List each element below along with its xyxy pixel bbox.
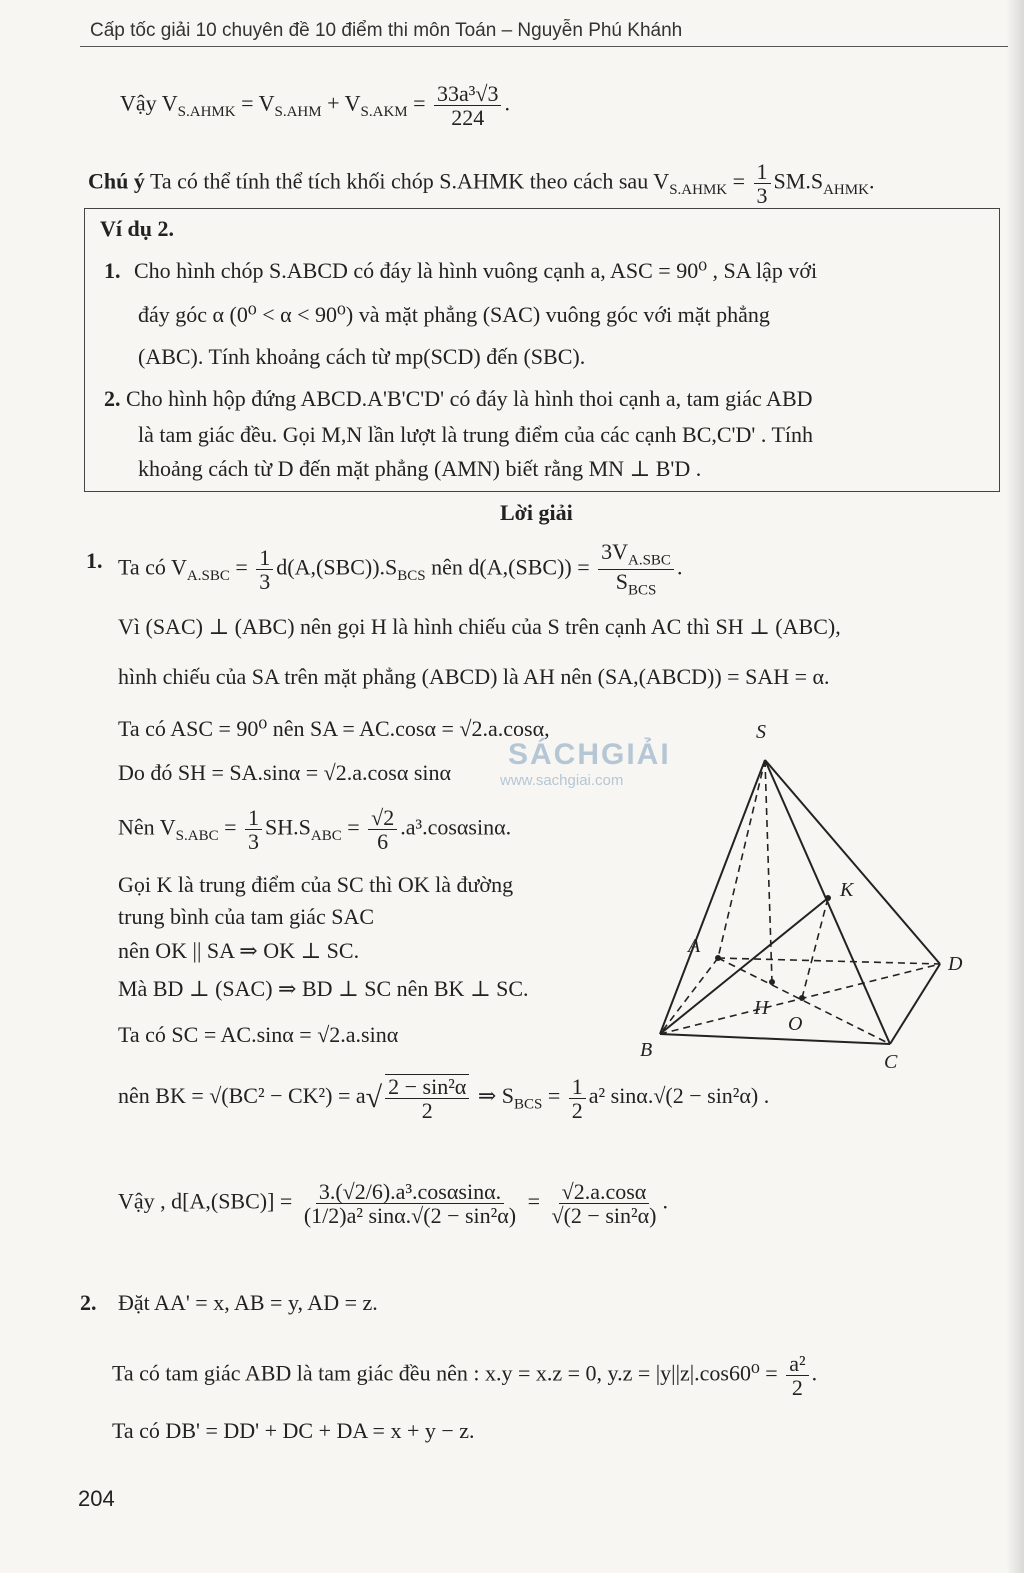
pyramid-figure: [640, 712, 980, 1072]
problem-1-line-3: (ABC). Tính khoảng cách từ mp(SCD) đến (SBC).: [138, 344, 586, 369]
text: .: [868, 168, 875, 194]
denominator: 224: [451, 105, 485, 131]
text: =: [218, 814, 243, 840]
numerator: 33a³√3: [434, 82, 501, 106]
denominator: 2: [791, 1375, 803, 1401]
denominator: 3: [756, 183, 768, 209]
problem-1-line-2: đáy góc α (0⁰ < α < 90⁰) và mặt phẳng (SAC) vuông góc với mặt phẳng: [138, 302, 770, 327]
text: =: [341, 814, 366, 840]
label-O: O: [788, 1013, 803, 1035]
label-K: K: [840, 879, 854, 901]
solution-1-line-i: [118, 1074, 769, 1122]
label-B: B: [640, 1039, 653, 1061]
subscript: S.AHMK: [669, 182, 728, 199]
solution-number: 2.: [80, 1290, 97, 1315]
denominator: 3: [259, 569, 271, 595]
text: =: [522, 1188, 546, 1214]
solution-2-line-b: [112, 1352, 817, 1399]
header-rule: [80, 46, 1008, 47]
label-S: S: [756, 721, 766, 743]
denominator: 2: [571, 1097, 583, 1123]
denominator: [613, 570, 660, 599]
label-D: D: [948, 953, 963, 975]
text: Nên V: [118, 814, 176, 840]
fraction: [569, 1075, 586, 1122]
text: + V: [321, 90, 361, 116]
solution-2-line-c: Ta có DB' = DD' + DC + DA = x + y − z.: [112, 1418, 475, 1443]
solution-1-line-f2: trung bình của tam giác SAC: [118, 904, 375, 929]
point-H: [769, 979, 775, 985]
watermark-url: www.sachgiai.com: [500, 772, 624, 789]
problem-2-line-3: khoảng cách từ D đến mặt phẳng (AMN) biết rằng MN ⊥ B'D .: [138, 456, 702, 481]
numerator: 1: [245, 806, 262, 830]
fraction: [368, 806, 397, 853]
numerator: 2 − sin²α: [385, 1075, 469, 1099]
page-number: 204: [78, 1486, 115, 1511]
text: Ta có tam giác ABD là tam giác đều nên : x.y = x.z = 0, y.z = |y||z|.cos60⁰ =: [112, 1360, 784, 1386]
label-H: H: [754, 997, 769, 1019]
example-title: Ví dụ 2.: [100, 216, 174, 241]
text: nên BK = √(BC² − CK²) = a: [118, 1083, 366, 1109]
text: S: [615, 569, 628, 595]
numerator: 1: [569, 1075, 586, 1099]
edge-BC: [660, 1034, 890, 1044]
text: .: [504, 90, 510, 116]
numerator: 1: [256, 546, 273, 570]
denominator: 6: [377, 829, 389, 855]
page-edge-shadow: [1006, 0, 1024, 1573]
text: Vậy V: [120, 90, 178, 116]
watermark: [500, 738, 671, 789]
text: =: [407, 90, 432, 116]
subscript: S.AKM: [360, 104, 408, 121]
subscript: AHMK: [823, 182, 869, 199]
point-A: [715, 955, 721, 961]
running-header: Cấp tốc giải 10 chuyên đề 10 điểm thi môn Toán – Nguyễn Phú Khánh: [90, 20, 683, 41]
text: SM.S: [773, 168, 824, 194]
solution-1-line-e: [118, 806, 511, 853]
diagonal-AC: [718, 958, 890, 1044]
label-C: C: [884, 1051, 898, 1072]
volume-result-line: [120, 82, 510, 129]
radicand-fraction: [385, 1074, 469, 1122]
fraction: [245, 806, 262, 853]
solution-1-line-j: [118, 1180, 668, 1227]
watermark-brand: SÁCHGIẢI: [508, 738, 671, 771]
fraction: [256, 546, 273, 593]
solution-1-line-b1: Vì (SAC) ⊥ (ABC) nên gọi H là hình chiếu của S trên cạnh AC thì SH ⊥ (ABC),: [118, 614, 841, 639]
subscript: BCS: [397, 568, 426, 585]
subscript: BCS: [513, 1096, 543, 1113]
problem-1-line-1: Cho hình chóp S.ABCD có đáy là hình vuông cạnh a, ASC = 90⁰ , SA lập với: [134, 258, 818, 283]
numerator: √2: [368, 806, 397, 830]
solution-1-line-a: [118, 540, 682, 599]
denominator: √(2 − sin²α): [551, 1203, 657, 1229]
fraction: [598, 540, 674, 599]
subscript: S.AHM: [274, 104, 322, 121]
text: =: [542, 1083, 566, 1109]
solution-1-line-b2: hình chiếu của SA trên mặt phẳng (ABCD) là AH nên (SA,(ABCD)) = SAH = α.: [118, 664, 830, 689]
fraction: [434, 82, 501, 129]
fraction: [301, 1180, 519, 1227]
text: nên d(A,(SBC)) =: [425, 554, 596, 580]
solution-1-line-d: Do đó SH = SA.sinα = √2.a.cosα sinα: [118, 760, 452, 785]
text: SH.S: [265, 814, 311, 840]
edge-SA: [718, 760, 765, 958]
problem-2-line-2: là tam giác đều. Gọi M,N lần lượt là trung điểm của các cạnh BC,C'D' . Tính: [138, 422, 814, 447]
solution-1-line-h: Ta có SC = AC.sinα = √2.a.sinα: [118, 1022, 399, 1047]
solution-1-line-f3: nên OK || SA ⇒ OK ⊥ SC.: [118, 938, 360, 963]
fraction: [786, 1352, 808, 1399]
text: .: [676, 554, 683, 580]
text: .: [662, 1188, 668, 1214]
solution-2-line-a: Đặt AA' = x, AB = y, AD = z.: [118, 1290, 378, 1315]
subscript: A.SBC: [628, 552, 671, 569]
point-O: [799, 995, 805, 1001]
numerator: [598, 540, 674, 570]
subscript: S.ABC: [175, 828, 219, 845]
subscript: A.SBC: [186, 568, 230, 585]
label-A: A: [688, 935, 701, 957]
numerator: a²: [786, 1352, 808, 1376]
numerator: 3.(√2/6).a³.cosαsinα.: [316, 1180, 504, 1204]
denominator: (1/2)a² sinα.√(2 − sin²α): [303, 1203, 517, 1229]
text: =: [727, 168, 751, 194]
solution-heading: Lời giải: [500, 500, 573, 525]
text: = V: [235, 90, 275, 116]
denominator: 2: [421, 1098, 433, 1124]
text: Ta có thể tính thể tích khối chóp S.AHMK theo cách sau V: [144, 168, 670, 194]
edge-SD: [765, 760, 940, 964]
fraction: [754, 160, 771, 207]
text: .: [811, 1360, 818, 1386]
solution-1-line-g: Mà BD ⊥ (SAC) ⇒ BD ⊥ SC nên BK ⊥ SC.: [118, 976, 529, 1001]
text: Ta có V: [118, 554, 187, 580]
subscript: S.AHMK: [177, 104, 236, 121]
solution-1-line-c: Ta có ASC = 90⁰ nên SA = AC.cosα = √2.a.cosα,: [118, 716, 550, 741]
subscript: ABC: [310, 828, 342, 845]
text: Vậy , d[A,(SBC)] =: [118, 1188, 298, 1214]
fraction: [549, 1180, 660, 1227]
problem-number: 1.: [104, 258, 121, 283]
text: =: [229, 554, 254, 580]
text: d(A,(SBC)).S: [276, 554, 398, 580]
numerator: 1: [754, 160, 771, 184]
edge-SB: [660, 760, 765, 1034]
subscript: BCS: [627, 582, 657, 599]
point-K: [825, 895, 831, 901]
text: 3V: [601, 539, 628, 564]
radical-sign-icon: √: [365, 1081, 383, 1115]
solution-number: 1.: [86, 548, 103, 573]
denominator: 3: [248, 829, 260, 855]
text: a² sinα.√(2 − sin²α) .: [588, 1083, 770, 1109]
problem-2-line-1: Cho hình hộp đứng ABCD.A'B'C'D' có đáy là hình thoi cạnh a, tam giác ABD: [126, 386, 813, 411]
note-line: [88, 160, 874, 207]
note-label: Chú ý: [88, 168, 145, 194]
text: .a³.cosαsinα.: [400, 814, 512, 840]
edge-AB: [660, 958, 718, 1034]
text: ⇒ S: [472, 1083, 514, 1109]
solution-1-line-f1: Gọi K là trung điểm của SC thì OK là đường: [118, 872, 514, 897]
edge-CD: [890, 964, 940, 1044]
segment-OK: [802, 898, 828, 998]
problem-number: 2.: [104, 386, 121, 411]
numerator: √2.a.cosα: [559, 1180, 650, 1204]
